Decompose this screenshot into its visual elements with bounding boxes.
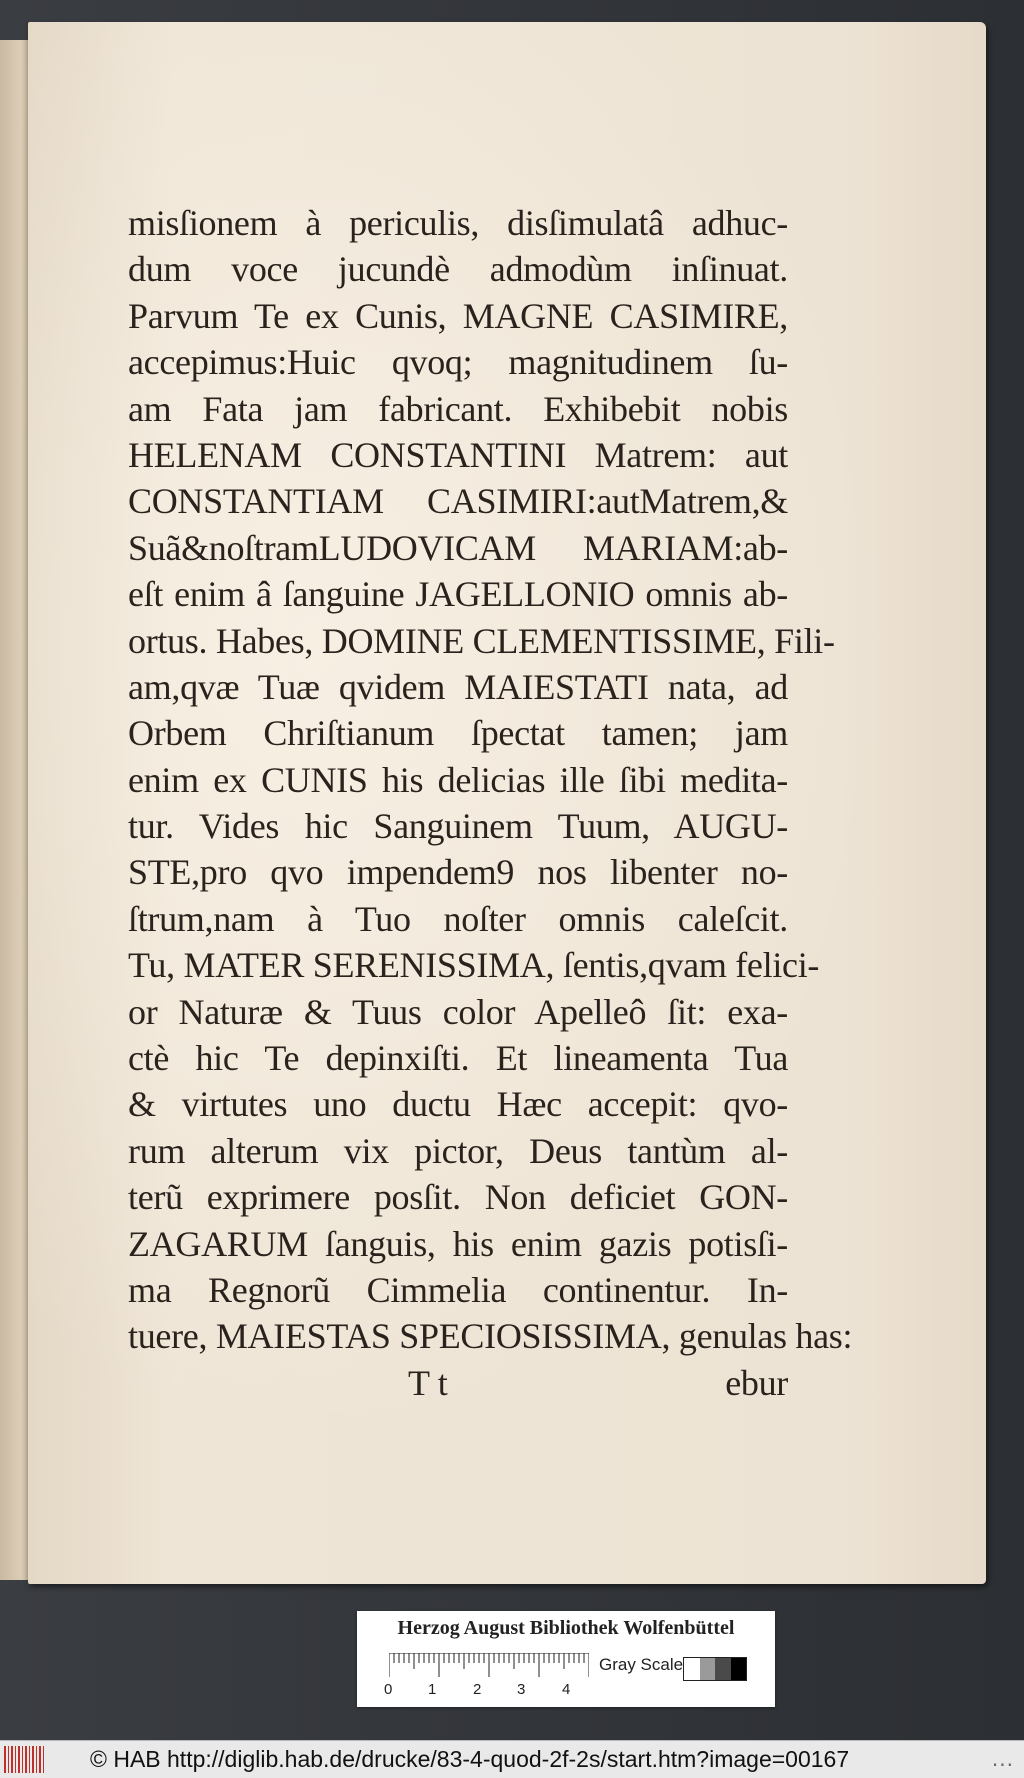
book-page (28, 22, 986, 1584)
text-line: ma Regnorũ Cimmelia continentur. In- (128, 1269, 788, 1310)
text-line: rum alterum vix pictor, Deus tantùm al- (128, 1130, 788, 1171)
previous-page-edge (0, 40, 30, 1580)
ruler-icon (389, 1653, 589, 1677)
text-line: & virtutes uno ductu Hæc accepit: qvo- (128, 1084, 788, 1125)
signature-mark: T t (408, 1362, 448, 1403)
ruler-numbers (384, 1681, 604, 1701)
text-line: Suã&noſtramLUDOVICAM MARIAM:ab- (128, 527, 788, 568)
signature-line (128, 1360, 788, 1406)
ruler-number: 4 (562, 1681, 571, 1698)
text-line: STE,pro qvo impendem9 nos libenter no- (128, 852, 788, 893)
text-line: or Naturæ & Tuus color Apelleô ſit: exa- (128, 991, 788, 1032)
color-scale-card (357, 1611, 775, 1707)
text-line: HELENAM CONSTANTINI Matrem: aut (128, 434, 788, 475)
gray-scale-swatch (683, 1657, 747, 1681)
page-text (128, 200, 853, 1406)
text-line: am,qvæ Tuæ qvidem MAIESTATI nata, ad (128, 666, 788, 707)
text-line: tuere, MAIESTAS SPECIOSISSIMA, genulas has: (128, 1316, 853, 1357)
text-line: Parvum Te ex Cunis, MAGNE CASIMIRE, (128, 295, 788, 336)
ruler-number: 3 (517, 1681, 526, 1698)
text-line: am Fata jam fabricant. Exhibebit nobis (128, 388, 788, 429)
text-line: ſtrum,nam à Tuo noſter omnis caleſcit. (128, 898, 788, 939)
text-line: Orbem Chriſtianum ſpectat tamen; jam (128, 713, 788, 754)
ruler-number: 2 (473, 1681, 482, 1698)
gray-scale-label: Gray Scale (599, 1655, 684, 1674)
text-line: terũ exprimere posſit. Non deficiet GON- (128, 1177, 788, 1218)
more-options-icon[interactable]: ... (991, 1747, 1014, 1771)
text-line: ctè hic Te depinxiſti. Et lineamenta Tua (128, 1038, 788, 1079)
text-line: misſionem à periculis, disſimulatâ adhuc- (128, 203, 788, 243)
text-line: accepimus:Huic qvoq; magnitudinem ſu- (128, 342, 788, 383)
footer-bar (0, 1740, 1024, 1778)
text-line: ortus. Habes, DOMINE CLEMENTISSIME, Fili- (128, 620, 835, 661)
catchword: ebur (725, 1362, 788, 1403)
text-line: Tu, MATER SERENISSIMA, ſentis,qvam felici- (128, 945, 820, 986)
text-line: dum voce jucundè admodùm inſinuat. (128, 249, 788, 290)
ruler-number: 1 (428, 1681, 437, 1698)
text-line: eſt enim â ſanguine JAGELLONIO omnis ab- (128, 574, 788, 615)
ruler-number: 0 (384, 1681, 393, 1698)
text-line: enim ex CUNIS his delicias ille ſibi medita- (128, 759, 788, 800)
copyright-url[interactable]: © HAB http://diglib.hab.de/drucke/83-4-quod-2f-2s/start.htm?image=00167 (90, 1746, 850, 1772)
barcode-logo-icon[interactable] (4, 1746, 46, 1773)
library-name: Herzog August Bibliothek Wolfenbüttel (397, 1617, 735, 1639)
text-line: ZAGARUM ſanguis, his enim gazis potisſi- (128, 1223, 788, 1264)
text-line: CONSTANTIAM CASIMIRI:autMatrem,& (128, 481, 788, 522)
text-line: tur. Vides hic Sanguinem Tuum, AUGU- (128, 806, 788, 847)
